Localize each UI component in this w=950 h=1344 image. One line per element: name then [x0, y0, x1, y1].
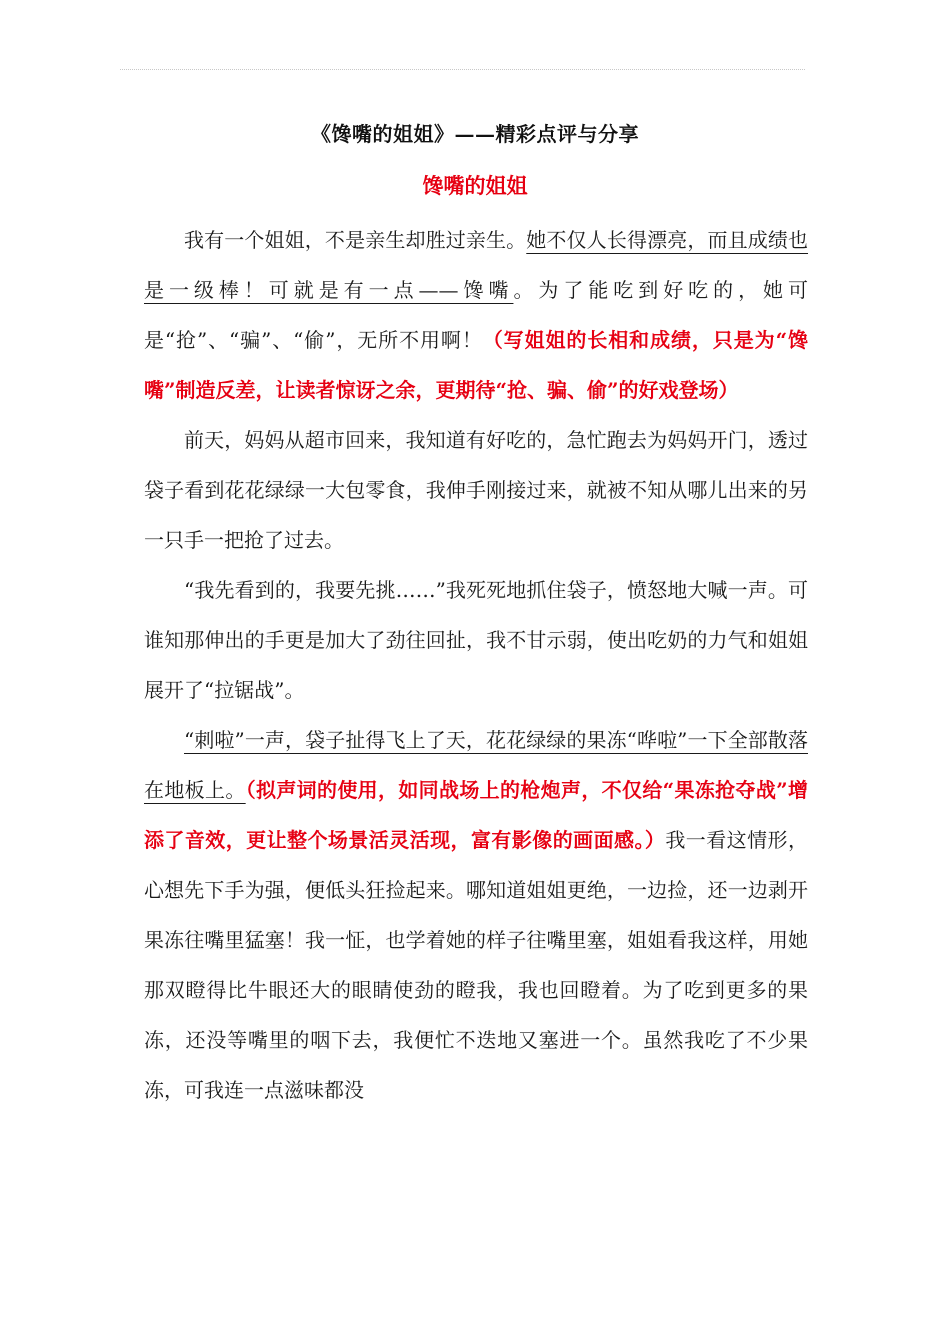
comment-1: （写姐姐的长相和成绩，只是为“馋嘴”制造反差，让读者惊讶之余，更期待“抢、骗、偷”的好戏登场） [144, 328, 808, 402]
paragraph-3: “我先看到的，我要先挑……”我死死地抓住袋子，愤怒地大喊一声。可谁知那伸出的手更是加大了劲往回扯，我不甘示弱，使出吃奶的力气和姐姐展开了“拉锯战”。 [144, 578, 808, 702]
essay-body [144, 215, 808, 1115]
paragraph-4 [144, 715, 808, 1115]
paragraph-4-rest: 我一看这情形，心想先下手为强，便低头狂捡起来。哪知道姐姐更绝，一边捡，还一边剥开果冻往嘴里猛塞！我一怔，也学着她的样子往嘴里塞，姐姐看我这样，用她那双瞪得比牛眼还大的眼睛使劲的瞪我，我也回瞪着。为了吃到更多的果冻，还没等嘴里的咽下去，我便忙不迭地又塞进一个。虽然我吃了不少果冻，可我连一点滋味都没 [144, 828, 808, 1102]
paragraph-1-rest: 。为了能吃到好吃的，她可是“抢”、“骗”、“偷”，无所不用啊！ [144, 278, 809, 352]
header-dotted-rule [120, 69, 805, 70]
document-title: 《馋嘴的姐姐》——精彩点评与分享 [311, 122, 639, 146]
paragraph-1-intro: 我有一个姐姐，不是亲生却胜过亲生。 [184, 228, 527, 252]
paragraph-2: 前天，妈妈从超市回来，我知道有好吃的，急忙跑去为妈妈开门，透过袋子看到花花绿绿一大包零食，我伸手刚接过来，就被不知从哪儿出来的另一只手一把抢了过去。 [144, 428, 808, 552]
essay-title: 馋嘴的姐姐 [422, 173, 528, 198]
paragraph-1-underlined: 她不仅人长得漂亮，而且成绩也是一级棒！可就是有一点——馋嘴 [144, 228, 809, 302]
paragraph-4-underlined: “刺啦”一声，袋子扯得飞上了天，花花绿绿的果冻“哗啦”一下全部散落在地板上。 [144, 728, 808, 802]
paragraph-1 [144, 215, 808, 415]
comment-2: （拟声词的使用，如同战场上的枪炮声，不仅给“果冻抢夺战”增添了音效，更让整个场景活灵活现，富有影像的画面感。） [144, 778, 808, 852]
